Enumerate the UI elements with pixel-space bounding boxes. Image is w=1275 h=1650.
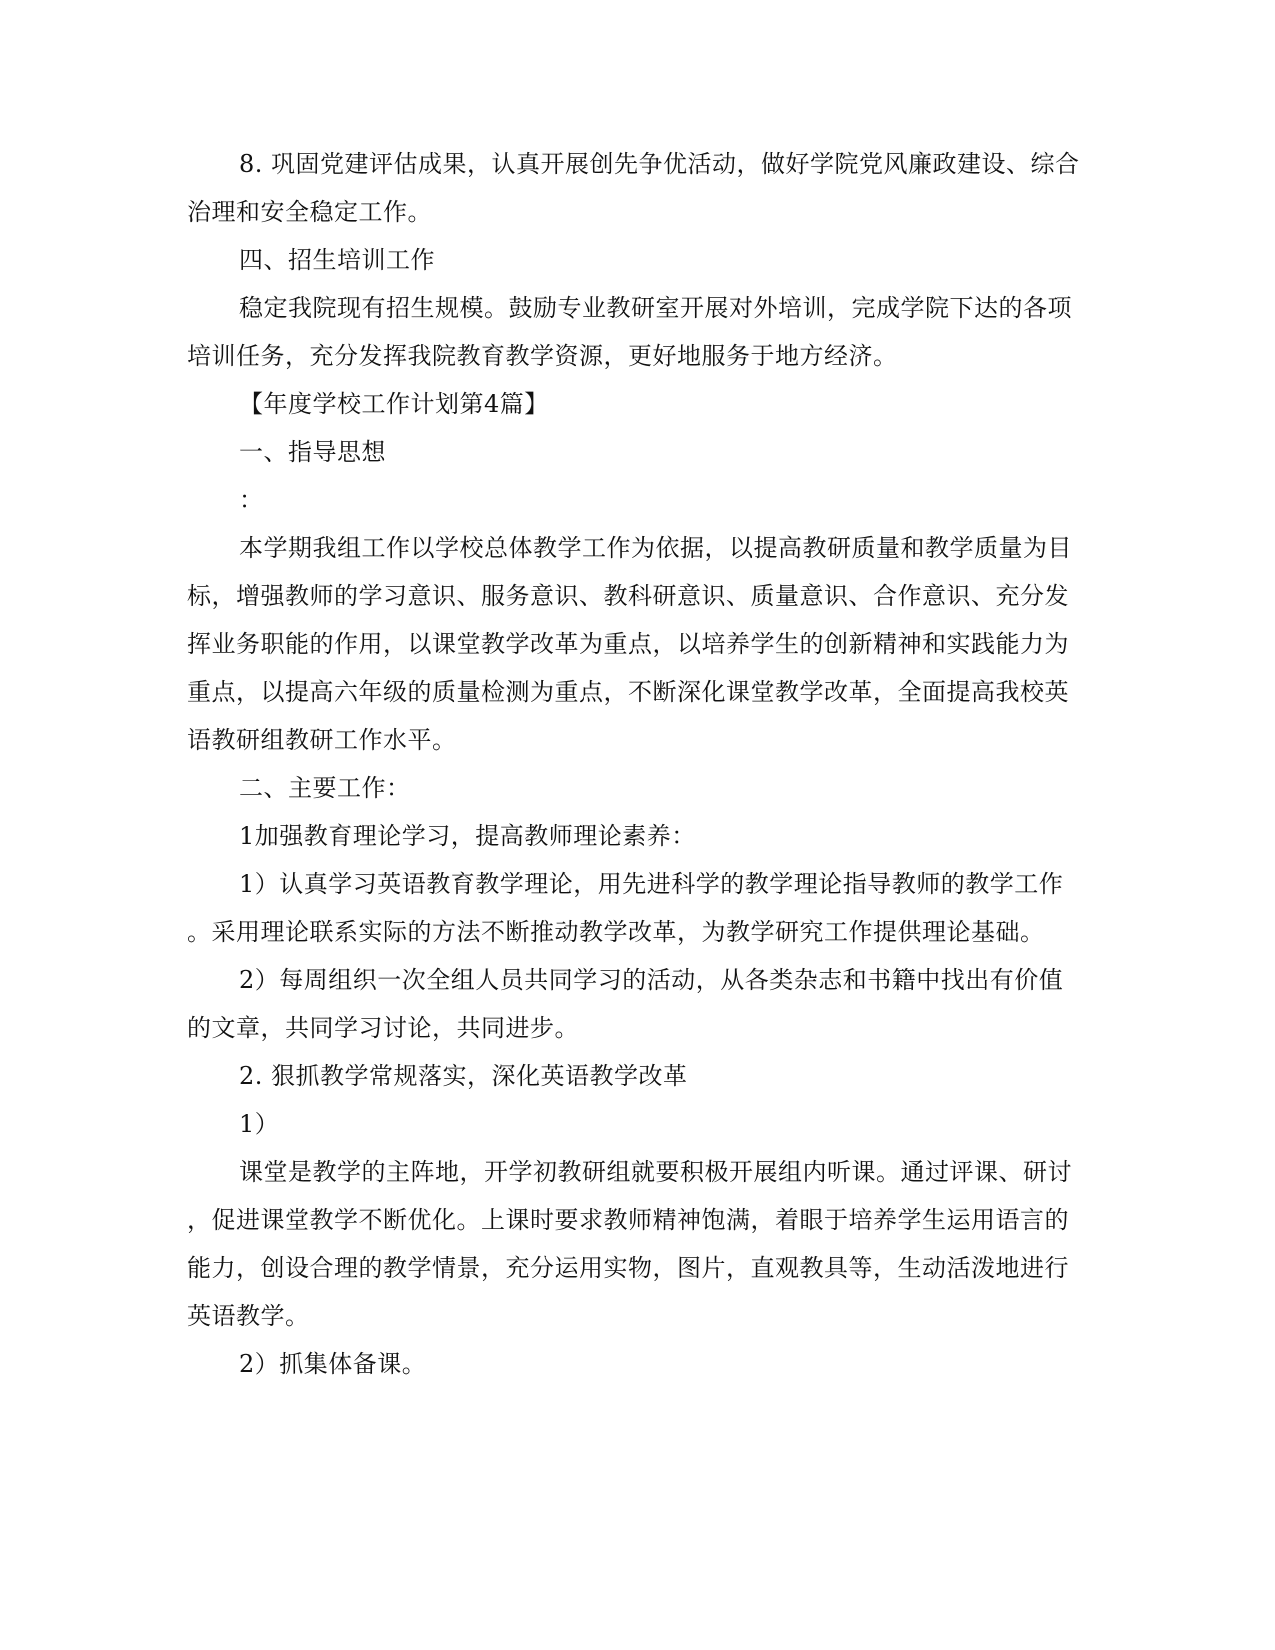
paragraph-line: 2）抓集体备课。	[239, 1350, 427, 1378]
document-body	[187, 140, 1087, 1388]
subsection-heading: 1加强教育理论学习，提高教师理论素养：	[239, 822, 696, 850]
section-heading: 一、指导思想	[239, 438, 386, 466]
paragraph-line: 的文章，共同学习讨论，共同进步。	[187, 1014, 579, 1042]
paragraph-line: 本学期我组工作以学校总体教学工作为依据，以提高教研质量和教学质量为目	[239, 534, 1072, 562]
paragraph-line: 治理和安全稳定工作。	[187, 198, 432, 226]
section-heading: 二、主要工作：	[239, 774, 411, 802]
section-heading: 四、招生培训工作	[239, 246, 435, 274]
paragraph-line: 2）每周组织一次全组人员共同学习的活动，从各类杂志和书籍中找出有价值	[239, 966, 1064, 994]
paragraph-line: 英语教学。	[187, 1302, 310, 1330]
paragraph-line: ：	[239, 486, 264, 514]
article-title: 【年度学校工作计划第4篇】	[239, 390, 549, 418]
paragraph-line: 重点，以提高六年级的质量检测为重点，不断深化课堂教学改革，全面提高我校英	[187, 678, 1069, 706]
paragraph-line: ，促进课堂教学不断优化。上课时要求教师精神饱满，着眼于培养学生运用语言的	[187, 1206, 1069, 1234]
paragraph-line: 1）	[239, 1110, 280, 1138]
paragraph-line: 培训任务，充分发挥我院教育教学资源，更好地服务于地方经济。	[187, 342, 898, 370]
paragraph-line: 。采用理论联系实际的方法不断推动教学改革，为教学研究工作提供理论基础。	[187, 918, 1045, 946]
subsection-heading: 2. 狠抓教学常规落实，深化英语教学改革	[239, 1062, 688, 1090]
paragraph-line: 语教研组教研工作水平。	[187, 726, 457, 754]
paragraph-line: 标，增强教师的学习意识、服务意识、教科研意识、质量意识、合作意识、充分发	[187, 582, 1069, 610]
paragraph-line: 课堂是教学的主阵地，开学初教研组就要积极开展组内听课。通过评课、研讨	[239, 1158, 1072, 1186]
paragraph-line: 能力，创设合理的教学情景，充分运用实物，图片，直观教具等，生动活泼地进行	[187, 1254, 1069, 1282]
paragraph-line: 挥业务职能的作用，以课堂教学改革为重点，以培养学生的创新精神和实践能力为	[187, 630, 1069, 658]
paragraph-line: 稳定我院现有招生规模。鼓励专业教研室开展对外培训，完成学院下达的各项	[239, 294, 1072, 322]
paragraph-line: 1）认真学习英语教育教学理论，用先进科学的教学理论指导教师的教学工作	[239, 870, 1064, 898]
paragraph-line: 8. 巩固党建评估成果，认真开展创先争优活动，做好学院党风廉政建设、综合	[239, 150, 1080, 178]
